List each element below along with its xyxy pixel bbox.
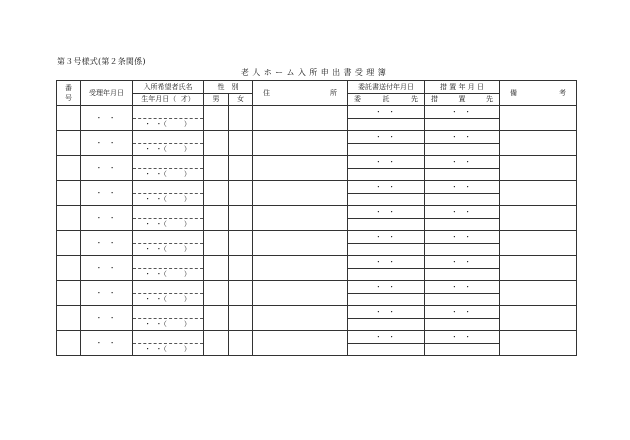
entry-commission-dest-cell[interactable]: [348, 168, 425, 181]
header-received-date: 受理年月日: [81, 81, 133, 106]
form-number-label: 第３号様式(第２条関係): [57, 57, 146, 66]
entry-birth-age-cell[interactable]: ・ ・（ ）: [133, 168, 204, 181]
entry-birth-age-cell[interactable]: ・ ・（ ）: [133, 318, 204, 331]
entry-commission-dest-cell[interactable]: [348, 343, 425, 356]
entry-remarks-cell[interactable]: [500, 306, 577, 331]
entry-commission-dest-cell[interactable]: [348, 243, 425, 256]
entry-address-cell[interactable]: [253, 106, 348, 131]
header-applicant-name: 入所希望者氏名: [133, 81, 204, 94]
entry-female-cell[interactable]: [229, 106, 253, 131]
entry-female-cell[interactable]: [229, 206, 253, 231]
entry-name-cell[interactable]: [133, 106, 204, 119]
entry-number-cell[interactable]: [57, 156, 81, 181]
entry-measure-date-cell[interactable]: ・ ・: [425, 106, 500, 119]
entry-number-cell[interactable]: [57, 306, 81, 331]
entry-measure-date-cell[interactable]: ・ ・: [425, 306, 500, 319]
entry-remarks-cell[interactable]: [500, 231, 577, 256]
form-title: 老人ホーム入所申出書受理簿: [240, 68, 390, 77]
entry-measure-date-cell[interactable]: ・ ・: [425, 256, 500, 269]
entry-address-cell[interactable]: [253, 331, 348, 356]
entry-name-cell[interactable]: [133, 281, 204, 294]
entry-birth-age-cell[interactable]: ・ ・（ ）: [133, 293, 204, 306]
entry-measure-date-cell[interactable]: ・ ・: [425, 331, 500, 344]
entry-address-cell[interactable]: [253, 156, 348, 181]
entry-address-cell[interactable]: [253, 306, 348, 331]
entry-male-cell[interactable]: [204, 181, 229, 206]
entry-measure-dest-cell[interactable]: [425, 118, 500, 131]
entry-birth-age-cell[interactable]: ・ ・（ ）: [133, 118, 204, 131]
entry-row-top: [57, 181, 577, 194]
entry-female-cell[interactable]: [229, 256, 253, 281]
entry-address-cell[interactable]: [253, 256, 348, 281]
entry-commission-dest-cell[interactable]: [348, 118, 425, 131]
header-remarks: 備 考: [500, 81, 577, 106]
entry-measure-dest-cell[interactable]: [425, 143, 500, 156]
entry-male-cell[interactable]: [204, 256, 229, 281]
entry-female-cell[interactable]: [229, 131, 253, 156]
entry-commission-date-cell[interactable]: ・ ・: [348, 331, 425, 344]
entry-name-cell[interactable]: [133, 181, 204, 194]
entry-birth-age-cell[interactable]: ・ ・（ ）: [133, 268, 204, 281]
entry-measure-date-cell[interactable]: ・ ・: [425, 156, 500, 169]
header-female: 女: [229, 93, 253, 106]
entry-received-date-cell[interactable]: ・ ・: [81, 231, 133, 256]
entry-commission-date-cell[interactable]: ・ ・: [348, 131, 425, 144]
entry-number-cell[interactable]: [57, 281, 81, 306]
entry-remarks-cell[interactable]: [500, 256, 577, 281]
header-measure-date: 措 置 年 月 日: [425, 81, 500, 94]
entry-male-cell[interactable]: [204, 156, 229, 181]
header-address: 住 所: [253, 81, 348, 106]
entry-name-cell[interactable]: [133, 156, 204, 169]
entry-remarks-cell[interactable]: [500, 131, 577, 156]
entry-row-top: [57, 231, 577, 244]
entry-remarks-cell[interactable]: [500, 331, 577, 356]
entry-measure-dest-cell[interactable]: [425, 193, 500, 206]
entry-remarks-cell[interactable]: [500, 206, 577, 231]
entry-commission-dest-cell[interactable]: [348, 268, 425, 281]
register-table: [56, 80, 577, 356]
entry-measure-dest-cell[interactable]: [425, 168, 500, 181]
entry-birth-age-cell[interactable]: ・ ・（ ）: [133, 193, 204, 206]
header-male: 男: [204, 93, 229, 106]
entry-female-cell[interactable]: [229, 156, 253, 181]
entry-birth-age-cell[interactable]: ・ ・（ ）: [133, 143, 204, 156]
entry-measure-dest-cell[interactable]: [425, 293, 500, 306]
entry-measure-dest-cell[interactable]: [425, 243, 500, 256]
entry-birth-age-cell[interactable]: ・ ・（ ）: [133, 243, 204, 256]
entry-received-date-cell[interactable]: ・ ・: [81, 256, 133, 281]
header-birth-age: 生年月日（ 才）: [133, 93, 204, 106]
entry-row-top: [57, 206, 577, 219]
entry-number-cell[interactable]: [57, 181, 81, 206]
header-commission-date: 委託書送付年月日: [348, 81, 425, 94]
entry-male-cell[interactable]: [204, 106, 229, 131]
entry-male-cell[interactable]: [204, 231, 229, 256]
entry-measure-date-cell[interactable]: ・ ・: [425, 206, 500, 219]
entry-female-cell[interactable]: [229, 181, 253, 206]
header-measure-dest: 措 置 先: [425, 93, 500, 106]
entry-number-cell[interactable]: [57, 231, 81, 256]
entry-number-cell[interactable]: [57, 256, 81, 281]
entry-remarks-cell[interactable]: [500, 181, 577, 206]
entry-name-cell[interactable]: [133, 131, 204, 144]
header-gender: 性 別: [204, 81, 253, 94]
entry-measure-dest-cell[interactable]: [425, 218, 500, 231]
entry-male-cell[interactable]: [204, 306, 229, 331]
entry-measure-date-cell[interactable]: ・ ・: [425, 231, 500, 244]
header-commission-dest: 委 託 先: [348, 93, 425, 106]
entry-measure-date-cell[interactable]: ・ ・: [425, 181, 500, 194]
entry-remarks-cell[interactable]: [500, 106, 577, 131]
entry-male-cell[interactable]: [204, 331, 229, 356]
entry-row-top: [57, 106, 577, 119]
entry-female-cell[interactable]: [229, 306, 253, 331]
entry-remarks-cell[interactable]: [500, 156, 577, 181]
entry-name-cell[interactable]: [133, 256, 204, 269]
entry-birth-age-cell[interactable]: ・ ・（ ）: [133, 218, 204, 231]
entry-commission-dest-cell[interactable]: [348, 218, 425, 231]
entry-commission-date-cell[interactable]: ・ ・: [348, 281, 425, 294]
entry-commission-date-cell[interactable]: ・ ・: [348, 156, 425, 169]
entry-received-date-cell[interactable]: ・ ・: [81, 106, 133, 131]
entry-address-cell[interactable]: [253, 206, 348, 231]
entry-male-cell[interactable]: [204, 206, 229, 231]
entry-received-date-cell[interactable]: ・ ・: [81, 206, 133, 231]
entry-received-date-cell[interactable]: ・ ・: [81, 331, 133, 356]
entry-name-cell[interactable]: [133, 331, 204, 344]
entry-number-cell[interactable]: [57, 331, 81, 356]
entry-commission-date-cell[interactable]: ・ ・: [348, 181, 425, 194]
entry-row-top: [57, 256, 577, 269]
entry-name-cell[interactable]: [133, 206, 204, 219]
entry-address-cell[interactable]: [253, 131, 348, 156]
entry-number-cell[interactable]: [57, 106, 81, 131]
entry-received-date-cell[interactable]: ・ ・: [81, 131, 133, 156]
entry-row-top: [57, 306, 577, 319]
entry-address-cell[interactable]: [253, 181, 348, 206]
entry-commission-dest-cell[interactable]: [348, 193, 425, 206]
entry-row-top: [57, 331, 577, 344]
entry-received-date-cell[interactable]: ・ ・: [81, 181, 133, 206]
entry-measure-dest-cell[interactable]: [425, 268, 500, 281]
entry-female-cell[interactable]: [229, 281, 253, 306]
entry-commission-date-cell[interactable]: ・ ・: [348, 106, 425, 119]
entry-number-cell[interactable]: [57, 206, 81, 231]
entry-commission-date-cell[interactable]: ・ ・: [348, 306, 425, 319]
entry-address-cell[interactable]: [253, 231, 348, 256]
entry-female-cell[interactable]: [229, 331, 253, 356]
entry-measure-date-cell[interactable]: ・ ・: [425, 281, 500, 294]
entry-female-cell[interactable]: [229, 231, 253, 256]
header-row-top: [57, 81, 577, 94]
entry-row-top: [57, 156, 577, 169]
entry-received-date-cell[interactable]: ・ ・: [81, 281, 133, 306]
entry-number-cell[interactable]: [57, 131, 81, 156]
entry-row-top: [57, 131, 577, 144]
entry-measure-date-cell[interactable]: ・ ・: [425, 131, 500, 144]
entry-commission-dest-cell[interactable]: [348, 293, 425, 306]
entry-birth-age-cell[interactable]: ・ ・（ ）: [133, 343, 204, 356]
entry-commission-date-cell[interactable]: ・ ・: [348, 206, 425, 219]
entry-measure-dest-cell[interactable]: [425, 343, 500, 356]
entry-address-cell[interactable]: [253, 281, 348, 306]
entry-male-cell[interactable]: [204, 281, 229, 306]
entry-commission-date-cell[interactable]: ・ ・: [348, 231, 425, 244]
entry-received-date-cell[interactable]: ・ ・: [81, 156, 133, 181]
header-number: 番 号: [57, 81, 81, 106]
entry-commission-date-cell[interactable]: ・ ・: [348, 256, 425, 269]
entry-measure-dest-cell[interactable]: [425, 318, 500, 331]
entry-row-top: [57, 281, 577, 294]
entry-received-date-cell[interactable]: ・ ・: [81, 306, 133, 331]
entry-commission-dest-cell[interactable]: [348, 143, 425, 156]
entry-commission-dest-cell[interactable]: [348, 318, 425, 331]
entry-male-cell[interactable]: [204, 131, 229, 156]
entry-name-cell[interactable]: [133, 231, 204, 244]
entry-name-cell[interactable]: [133, 306, 204, 319]
entry-remarks-cell[interactable]: [500, 281, 577, 306]
